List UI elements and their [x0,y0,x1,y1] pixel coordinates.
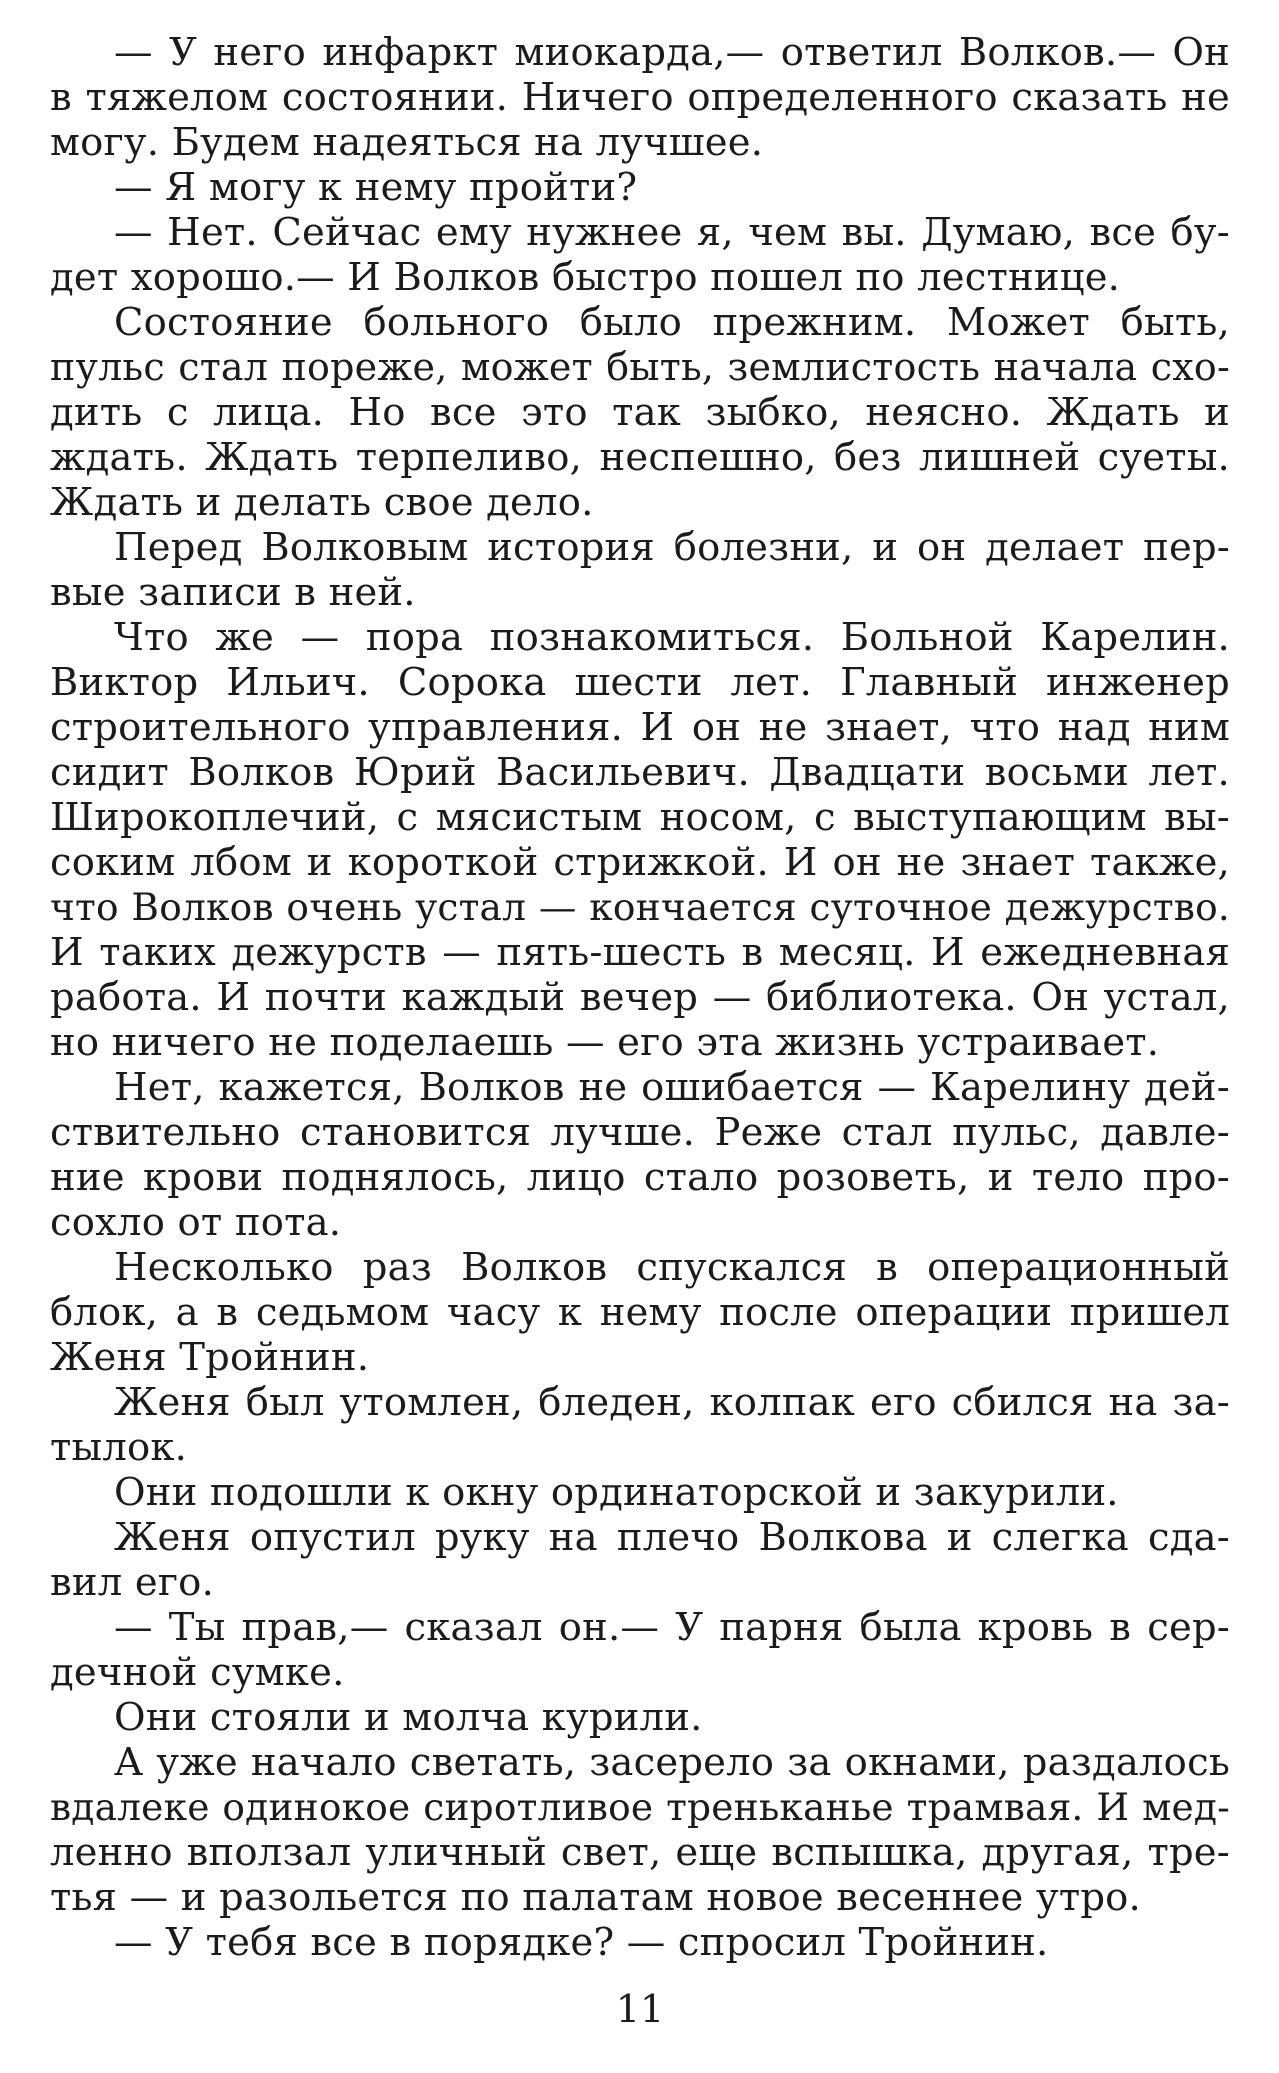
text-line: Женя был утомлен, бледен, колпак его сбился на за- [114,1380,1230,1425]
text-line: вил его. [50,1560,215,1605]
text-line: строительного управления. И он не знает, что над ним [50,705,1230,750]
text-line: Они стояли и молча курили. [114,1695,703,1740]
text-line: тылок. [50,1425,188,1470]
text-line: ние крови поднялось, лицо стало розоветь, и тело про- [50,1155,1230,1200]
text-line: — Нет. Сейчас ему нужнее я, чем вы. Думаю, все бу- [114,210,1230,255]
text-line: Виктор Ильич. Сорока шести лет. Главный инженер [50,660,1230,705]
text-line: Что же — пора познакомиться. Больной Карелин. [114,615,1230,660]
text-line: вые записи в ней. [50,570,416,615]
text-line: — У него инфаркт миокарда,— ответил Волков.— Он [114,30,1230,75]
text-line: вдалеке одинокое сиротливое треньканье трамвая. И мед- [50,1785,1230,1829]
text-line: могу. Будем надеяться на лучшее. [50,120,764,165]
text-line: Нет, кажется, Волков не ошибается — Карелину дей- [114,1065,1230,1110]
text-line: соким лбом и короткой стрижкой. И он не знает также, [50,840,1230,885]
text-line: но ничего не поделаешь — его эта жизнь устраивает. [50,1020,1160,1065]
text-line: сохло от пота. [50,1200,342,1245]
text-line: дить с лица. Но все это так зыбко, неясно. Ждать и [50,390,1230,435]
text-line: блок, а в седьмом часу к нему после операции пришел [50,1290,1230,1335]
text-line: Женя Тройнин. [50,1335,370,1380]
text-line: тья — и разольется по палатам новое весеннее утро. [50,1875,1141,1920]
text-line: ждать. Ждать терпеливо, неспешно, без лишней суеты. [50,435,1230,480]
text-line: — Ты прав,— сказал он.— У парня была кровь в сер- [114,1605,1230,1650]
book-page [50,30,1230,2020]
text-line: Несколько раз Волков спускался в операционный [114,1245,1230,1290]
text-line: в тяжелом состоянии. Ничего определенного сказать не [50,75,1230,120]
text-line: пульс стал пореже, может быть, землистость начала схо- [50,345,1230,389]
text-line: Ждать и делать свое дело. [50,480,594,525]
text-line: Перед Волковым история болезни, и он делает пер- [114,525,1230,570]
text-line: дечной сумке. [50,1650,345,1695]
text-line: ленно вползал уличный свет, еще вспышка, другая, тре- [50,1830,1230,1875]
text-line: — Я могу к нему пройти? [114,165,638,210]
text-line: Женя опустил руку на плечо Волкова и слегка сда- [114,1515,1230,1560]
text-line: дет хорошо.— И Волков быстро пошел по лестнице. [50,255,1121,300]
text-line: Они подошли к окну ординаторской и закурили. [114,1470,1119,1515]
page-number: 11 [615,1987,665,2031]
text-line: ствительно становится лучше. Реже стал пульс, давле- [50,1110,1230,1155]
text-line: Состояние больного было прежним. Может быть, [114,300,1230,345]
text-line: — У тебя все в порядке? — спросил Тройнин. [114,1920,1049,1965]
text-line: что Волков очень устал — кончается суточное дежурство. [50,885,1230,929]
text-line: сидит Волков Юрий Васильевич. Двадцати восьми лет. [50,750,1230,795]
text-line: И таких дежурств — пять-шесть в месяц. И ежедневная [50,930,1230,975]
text-line: А уже начало светать, засерело за окнами, раздалось [114,1740,1230,1785]
text-line: работа. И почти каждый вечер — библиотека. Он устал, [50,975,1230,1020]
text-line: Широкоплечий, с мясистым носом, с выступающим вы- [50,795,1230,840]
